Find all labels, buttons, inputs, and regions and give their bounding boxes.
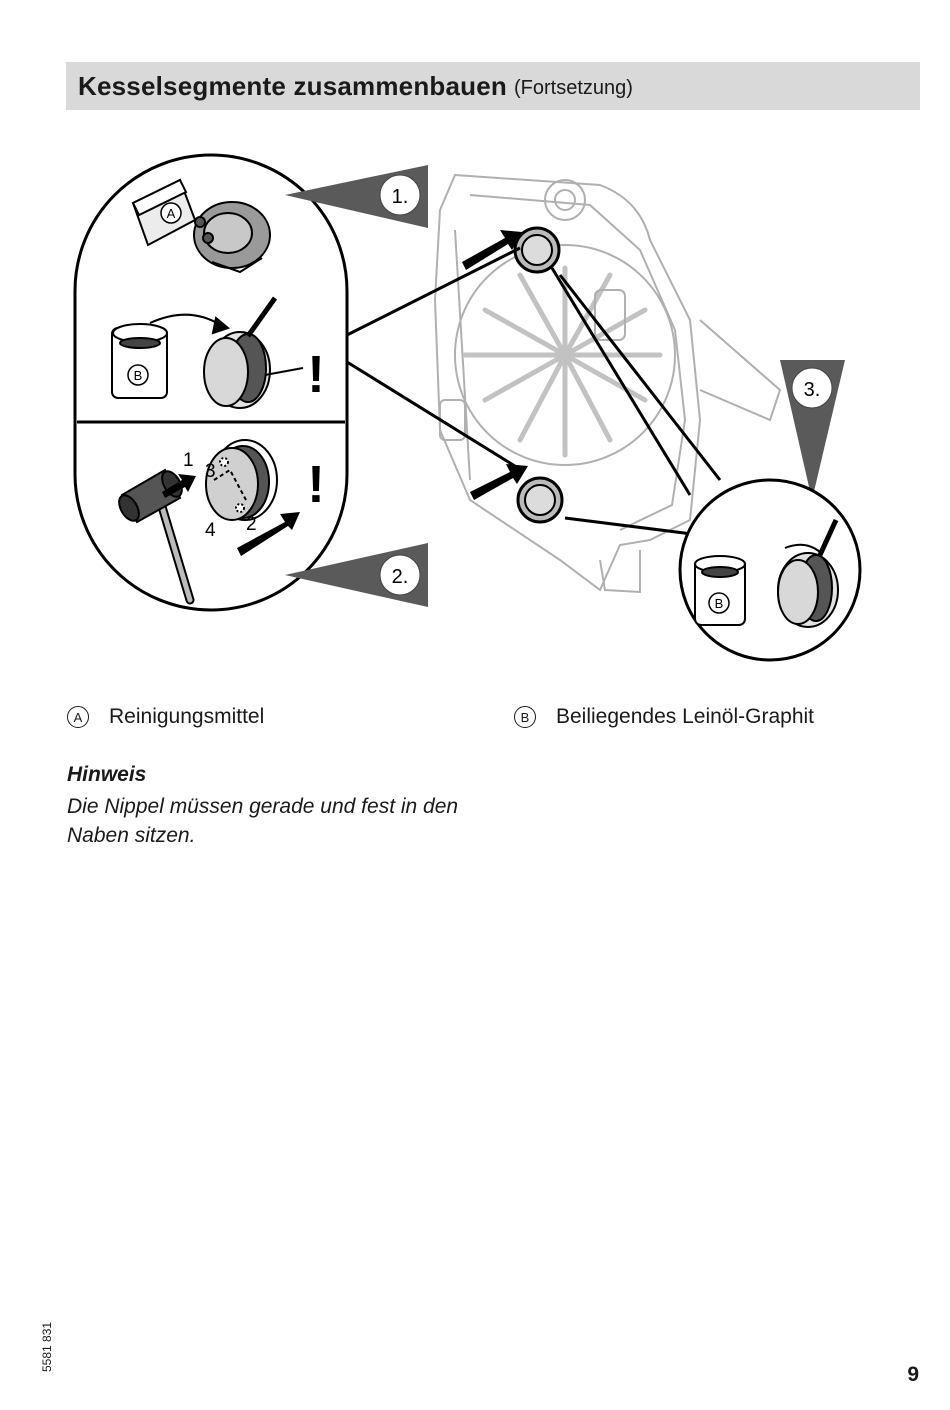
marker-a: A bbox=[166, 206, 176, 221]
legend-b bbox=[514, 705, 814, 729]
legend-b-marker: B bbox=[514, 706, 536, 728]
sequence-1: 1 bbox=[183, 450, 194, 471]
sequence-2: 2 bbox=[246, 514, 257, 535]
callout-3-label: 3. bbox=[803, 379, 821, 401]
legend-a-text: Reinigungsmittel bbox=[109, 705, 265, 728]
legend-a bbox=[67, 705, 264, 729]
detail-panel-right bbox=[680, 480, 860, 660]
sequence-4: 4 bbox=[205, 520, 216, 541]
legend-a-marker: A bbox=[67, 706, 89, 728]
document-number: 5581 831 bbox=[40, 1321, 54, 1372]
section-subtitle: (Fortsetzung) bbox=[514, 76, 633, 99]
callout-2-label: 2. bbox=[391, 566, 409, 588]
section-title-bar bbox=[66, 62, 920, 110]
warning-exclamation-2: ! bbox=[307, 456, 325, 514]
marker-b-right: B bbox=[714, 596, 724, 611]
legend-b-text: Beiliegendes Leinöl-Graphit bbox=[556, 705, 814, 728]
callout-1-label: 1. bbox=[391, 186, 409, 208]
hub-nipple-bottom bbox=[518, 478, 562, 522]
page-number: 9 bbox=[907, 1363, 919, 1386]
callout-3 bbox=[780, 360, 845, 500]
assembly-illustration bbox=[0, 130, 950, 675]
note-heading: Hinweis bbox=[67, 763, 147, 786]
hub-nipple-top bbox=[515, 228, 559, 272]
sequence-3: 3 bbox=[205, 461, 216, 482]
note-text: Die Nippel müssen gerade und fest in den Naben sitzen. bbox=[67, 795, 459, 847]
warning-exclamation-1: ! bbox=[307, 346, 325, 404]
section-title: Kesselsegmente zusammenbauen bbox=[78, 70, 507, 101]
marker-b: B bbox=[133, 368, 143, 383]
